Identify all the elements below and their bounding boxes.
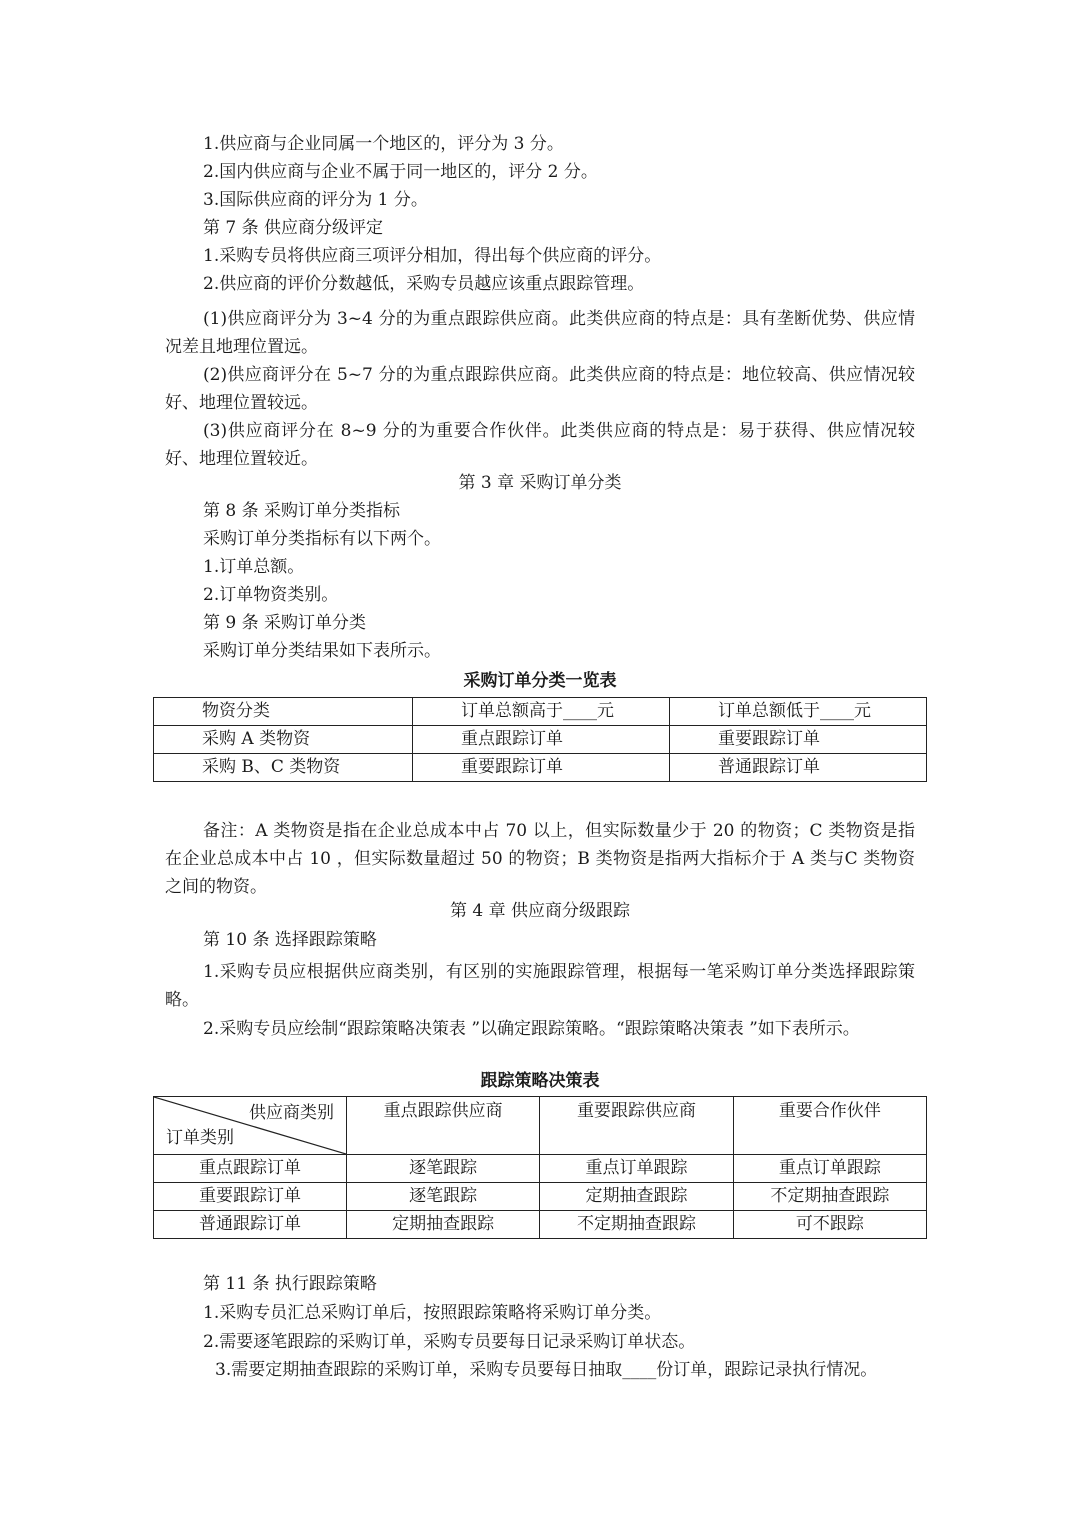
table-cell: 重点跟踪供应商 (347, 1097, 540, 1155)
text-line: 1.采购专员将供应商三项评分相加，得出每个供应商的评分。 (203, 246, 662, 266)
table-cell: 不定期抽查跟踪 (733, 1183, 926, 1211)
text-line: 采购订单分类结果如下表所示。 (203, 641, 441, 661)
article-heading: 第 10 条 选择跟踪策略 (203, 930, 377, 950)
table-cell: 重要跟踪供应商 (540, 1097, 733, 1155)
article-heading: 第 9 条 采购订单分类 (203, 613, 367, 633)
article-heading: 第 8 条 采购订单分类指标 (203, 501, 401, 521)
text-line: 1.采购专员汇总采购订单后，按照跟踪策略将采购订单分类。 (203, 1303, 662, 1323)
tracking-strategy-table (153, 1096, 927, 1239)
chapter-heading: 第 3 章 采购订单分类 (458, 473, 622, 493)
table-row (154, 754, 927, 782)
text-line: 2.国内供应商与企业不属于同一地区的，评分 2 分。 (203, 162, 598, 182)
text-line: 2.需要逐笔跟踪的采购订单，采购专员要每日记录采购订单状态。 (203, 1332, 696, 1352)
text-line: 采购订单分类指标有以下两个。 (203, 529, 441, 549)
table-header-row (154, 1097, 927, 1155)
corner-label-top: 供应商类别 (249, 1103, 334, 1123)
chapter-heading: 第 4 章 供应商分级跟踪 (449, 901, 631, 921)
table-cell: 采购 B、C 类物资 (154, 754, 413, 782)
order-classification-table (153, 697, 927, 782)
text-line: 2.订单物资类别。 (203, 585, 339, 605)
paragraph: (1)供应商评分为 3~4 分的为重点跟踪供应商。此类供应商的特点是：具有垄断优势、供应情况差且地理位置远。 (165, 309, 915, 357)
table-cell: 重点订单跟踪 (733, 1155, 926, 1183)
article-heading: 第 7 条 供应商分级评定 (203, 218, 384, 238)
table-row (154, 1155, 927, 1183)
table-cell: 逐笔跟踪 (347, 1183, 540, 1211)
table-title: 跟踪策略决策表 (480, 1071, 600, 1091)
text-line: 3.国际供应商的评分为 1 分。 (203, 190, 428, 210)
table-header-row (154, 698, 927, 726)
paragraph: (2)供应商评分在 5~7 分的为重点跟踪供应商。此类供应商的特点是：地位较高、供应情况较好、地理位置较远。 (165, 365, 915, 413)
paragraph: (3)供应商评分在 8~9 分的为重要合作伙伴。此类供应商的特点是：易于获得、供应情况较好、地理位置较近。 (165, 421, 915, 469)
table-cell: 重要合作伙伴 (733, 1097, 926, 1155)
table-cell: 逐笔跟踪 (347, 1155, 540, 1183)
table-cell: 重要跟踪订单 (154, 1183, 347, 1211)
table-cell: 订单总额低于____元 (670, 698, 927, 726)
table-cell: 可不跟踪 (733, 1211, 926, 1239)
table-row (154, 1211, 927, 1239)
table-cell: 采购 A 类物资 (154, 726, 413, 754)
table-cell: 重点跟踪订单 (413, 726, 670, 754)
table-cell: 重要跟踪订单 (413, 754, 670, 782)
table-cell: 订单总额高于____元 (413, 698, 670, 726)
table-cell: 重点跟踪订单 (154, 1155, 347, 1183)
text-line: 2.供应商的评价分数越低，采购专员越应该重点跟踪管理。 (203, 274, 645, 294)
table-cell: 物资分类 (154, 698, 413, 726)
text-line: 1.供应商与企业同属一个地区的，评分为 3 分。 (203, 134, 564, 154)
table-cell: 定期抽查跟踪 (347, 1211, 540, 1239)
table-row (154, 1183, 927, 1211)
paragraph: 1.采购专员应根据供应商类别，有区别的实施跟踪管理，根据每一笔采购订单分类选择跟踪策略。 (165, 962, 915, 1010)
table-cell: 普通跟踪订单 (154, 1211, 347, 1239)
text-line: 3.需要定期抽查跟踪的采购订单，采购专员要每日抽取____份订单，跟踪记录执行情况。 (215, 1360, 878, 1380)
table-title: 采购订单分类一览表 (463, 671, 617, 691)
table-cell: 不定期抽查跟踪 (540, 1211, 733, 1239)
diagonal-header-cell (154, 1097, 347, 1155)
table-cell: 重点订单跟踪 (540, 1155, 733, 1183)
table-cell: 重要跟踪订单 (670, 726, 927, 754)
corner-label-bottom: 订单类别 (166, 1128, 234, 1148)
table-cell: 普通跟踪订单 (670, 754, 927, 782)
article-heading: 第 11 条 执行跟踪策略 (203, 1274, 377, 1294)
note-paragraph: 备注：A 类物资是指在企业总成本中占 70 以上，但实际数量少于 20 的物资；C 类物资是指在企业总成本中占 10 ，但实际数量超过 50 的物资；B 类物资是指两大指标介于 A 类与C 类物资之间的物资。 (165, 821, 915, 897)
text-line: 1.订单总额。 (203, 557, 305, 577)
paragraph: 2.采购专员应绘制“跟踪策略决策表 ”以确定跟踪策略。“跟踪策略决策表 ”如下表所示。 (203, 1019, 860, 1039)
table-row (154, 726, 927, 754)
table-cell: 定期抽查跟踪 (540, 1183, 733, 1211)
